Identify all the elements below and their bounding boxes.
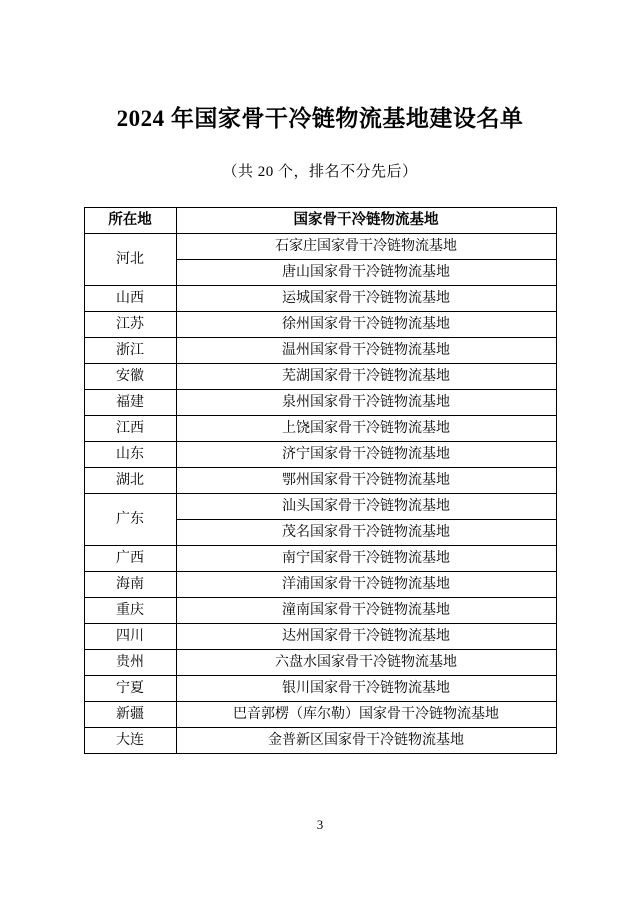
page-title: 2024 年国家骨干冷链物流基地建设名单 [116,106,524,131]
cell-base-name: 运城国家骨干冷链物流基地 [176,286,556,312]
cell-region: 四川 [84,624,176,650]
cell-base-name: 芜湖国家骨干冷链物流基地 [176,364,556,390]
cell-region: 山西 [84,286,176,312]
cell-region: 海南 [84,572,176,598]
cell-region: 河北 [84,234,176,286]
table-row [84,572,556,598]
table-row [84,234,556,260]
table-row [84,338,556,364]
cell-base-name: 南宁国家骨干冷链物流基地 [176,546,556,572]
cell-region: 新疆 [84,702,176,728]
table-row [84,442,556,468]
cell-region: 山东 [84,442,176,468]
cell-base-name: 上饶国家骨干冷链物流基地 [176,416,556,442]
cell-region: 浙江 [84,338,176,364]
cell-region: 广东 [84,494,176,546]
table-row [84,624,556,650]
table-row [84,494,556,520]
cell-region: 江西 [84,416,176,442]
table-row [84,728,556,754]
cell-base-name: 泉州国家骨干冷链物流基地 [176,390,556,416]
cell-base-name: 济宁国家骨干冷链物流基地 [176,442,556,468]
cell-base-name: 金普新区国家骨干冷链物流基地 [176,728,556,754]
cell-base-name: 徐州国家骨干冷链物流基地 [176,312,556,338]
table-body [84,234,556,754]
table-row [84,312,556,338]
cell-region: 宁夏 [84,676,176,702]
page-number: 3 [316,817,324,832]
cell-base-name: 潼南国家骨干冷链物流基地 [176,598,556,624]
table-header [84,208,556,234]
cell-region: 大连 [84,728,176,754]
column-header-region: 所在地 [84,208,176,234]
table-row [84,364,556,390]
cell-base-name: 汕头国家骨干冷链物流基地 [176,494,556,520]
cell-base-name: 达州国家骨干冷链物流基地 [176,624,556,650]
table-row [84,546,556,572]
cold-chain-base-table [84,207,557,754]
table-row [84,416,556,442]
cell-region: 安徽 [84,364,176,390]
cell-region: 重庆 [84,598,176,624]
cell-base-name: 鄂州国家骨干冷链物流基地 [176,468,556,494]
page-subtitle: （共 20 个，排名不分先后） [222,164,418,180]
table-row [84,390,556,416]
cell-base-name: 石家庄国家骨干冷链物流基地 [176,234,556,260]
table-header-row [84,208,556,234]
cell-base-name: 洋浦国家骨干冷链物流基地 [176,572,556,598]
table-row [84,650,556,676]
cell-base-name: 温州国家骨干冷链物流基地 [176,338,556,364]
table-row [84,468,556,494]
cell-base-name: 六盘水国家骨干冷链物流基地 [176,650,556,676]
cell-base-name: 唐山国家骨干冷链物流基地 [176,260,556,286]
cell-region: 福建 [84,390,176,416]
table-row [84,286,556,312]
cell-region: 湖北 [84,468,176,494]
table-row [84,702,556,728]
cell-region: 江苏 [84,312,176,338]
cell-base-name: 茂名国家骨干冷链物流基地 [176,520,556,546]
table-row [84,598,556,624]
cell-base-name: 巴音郭楞（库尔勒）国家骨干冷链物流基地 [176,702,556,728]
table-row [84,676,556,702]
column-header-base: 国家骨干冷链物流基地 [176,208,556,234]
cell-region: 广西 [84,546,176,572]
cell-region: 贵州 [84,650,176,676]
cell-base-name: 银川国家骨干冷链物流基地 [176,676,556,702]
